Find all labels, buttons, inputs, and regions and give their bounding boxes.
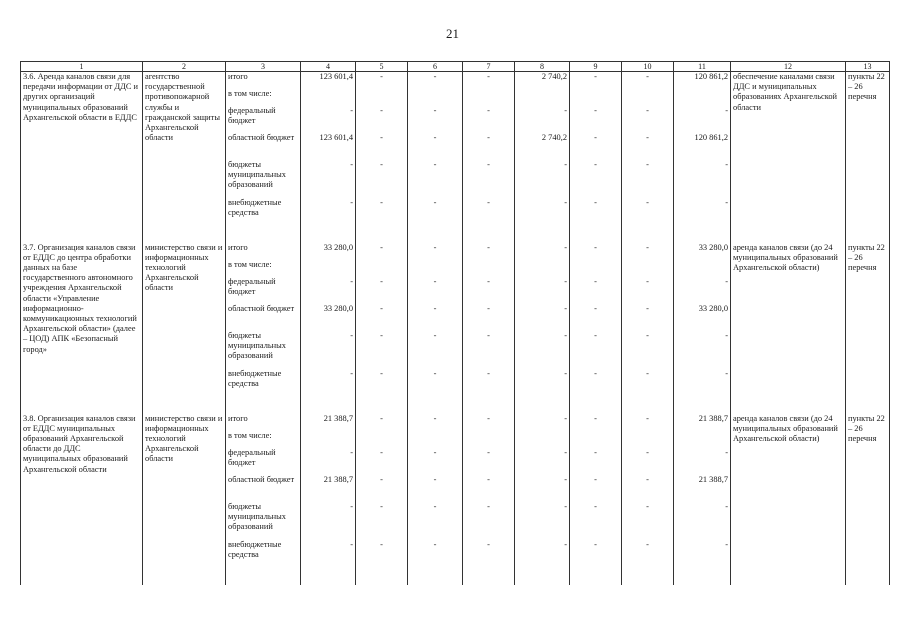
amount-cell [515,89,570,106]
amount-cell: - [356,414,408,431]
column-number-2: 2 [143,62,226,72]
amount-cell: 33 280,0 [301,304,356,331]
amount-cell: - [463,448,515,475]
amount-cell: - [570,198,622,243]
amount-cell: - [301,198,356,243]
column-number-6: 6 [408,62,463,72]
amount-cell: - [301,160,356,198]
amount-cell: - [356,160,408,198]
amount-cell: - [301,369,356,414]
funding-source-label: в том числе: [226,260,301,277]
amount-cell: - [622,243,674,260]
amount-cell: 2 740,2 [515,133,570,160]
funding-source-label: бюджеты муниципальных образований [226,160,301,198]
reference-points: пункты 22 – 26 перечня [846,414,890,585]
amount-cell: - [463,277,515,304]
amount-cell: - [463,304,515,331]
amount-cell: - [463,475,515,502]
amount-cell: - [301,540,356,585]
executor: министерство связи и информационных технологий Архангельской области [143,243,226,414]
amount-cell: - [622,133,674,160]
amount-cell: - [408,475,463,502]
amount-cell: - [570,106,622,133]
amount-cell [674,431,731,448]
amount-cell: - [515,277,570,304]
amount-cell: - [356,198,408,243]
amount-cell: - [674,160,731,198]
amount-cell: - [356,106,408,133]
amount-cell: - [622,540,674,585]
amount-cell: - [674,448,731,475]
amount-cell [463,260,515,277]
amount-cell: - [570,331,622,369]
funding-source-label: областной бюджет [226,133,301,160]
amount-cell: - [674,198,731,243]
amount-cell: - [408,160,463,198]
amount-cell: 123 601,4 [301,72,356,89]
column-number-13: 13 [846,62,890,72]
funding-source-label: федеральный бюджет [226,277,301,304]
amount-cell: - [463,243,515,260]
amount-cell: - [515,198,570,243]
amount-cell: - [570,475,622,502]
amount-cell: - [515,502,570,540]
amount-cell: - [515,540,570,585]
executor: министерство связи и информационных технологий Архангельской области [143,414,226,585]
column-number-10: 10 [622,62,674,72]
amount-cell: - [570,502,622,540]
expected-result: аренда каналов связи (до 24 муниципальных образований Архангельской области) [731,243,846,414]
amount-cell: - [570,72,622,89]
amount-cell: 21 388,7 [301,475,356,502]
amount-cell: - [570,414,622,431]
amount-cell: - [356,331,408,369]
amount-cell: - [301,448,356,475]
amount-cell [570,431,622,448]
amount-cell: - [356,72,408,89]
amount-cell: - [622,72,674,89]
amount-cell: - [622,448,674,475]
amount-cell: - [515,304,570,331]
page-number: 21 [446,26,459,41]
amount-cell: - [463,106,515,133]
column-number-11: 11 [674,62,731,72]
funding-source-label: бюджеты муниципальных образований [226,331,301,369]
funding-source-label: областной бюджет [226,475,301,502]
table-row [21,414,890,431]
column-number-5: 5 [356,62,408,72]
measure-name: 3.7. Организация каналов связи от ЕДДС до центра обработки данных на базе государственного автономного учреждения Архангельской области «Управление информационно-коммуникационных технологий Архангельской области» (далее – ЦОД) АПК «Безопасный город» [21,243,143,414]
amount-cell: 123 601,4 [301,133,356,160]
amount-cell [408,260,463,277]
amount-cell: - [570,160,622,198]
amount-cell: - [674,106,731,133]
amount-cell: - [463,414,515,431]
amount-cell [674,260,731,277]
amount-cell: - [356,540,408,585]
amount-cell: 33 280,0 [674,243,731,260]
amount-cell: - [674,369,731,414]
amount-cell: - [515,475,570,502]
amount-cell: - [408,540,463,585]
amount-cell [622,260,674,277]
amount-cell: - [515,243,570,260]
amount-cell: - [515,331,570,369]
funding-source-label: бюджеты муниципальных образований [226,502,301,540]
amount-cell: - [570,448,622,475]
amount-cell: - [570,304,622,331]
amount-cell: - [674,277,731,304]
funding-source-label: итого [226,243,301,260]
amount-cell [301,260,356,277]
amount-cell: 33 280,0 [674,304,731,331]
amount-cell: - [570,277,622,304]
amount-cell: - [622,106,674,133]
amount-cell: - [674,331,731,369]
reference-points: пункты 22 – 26 перечня [846,72,890,243]
amount-cell: - [622,414,674,431]
amount-cell: 120 861,2 [674,133,731,160]
amount-cell: - [408,277,463,304]
funding-source-label: итого [226,72,301,89]
amount-cell: - [408,331,463,369]
amount-cell: - [570,133,622,160]
amount-cell: - [463,72,515,89]
amount-cell: - [674,540,731,585]
amount-cell: 21 388,7 [674,475,731,502]
amount-cell: - [674,502,731,540]
amount-cell: - [622,502,674,540]
reference-points: пункты 22 – 26 перечня [846,243,890,414]
amount-cell: - [356,133,408,160]
amount-cell: - [622,277,674,304]
amount-cell: - [515,448,570,475]
amount-cell: - [622,369,674,414]
amount-cell [356,431,408,448]
expected-result: обеспечение каналами связи ДДС и муниципальных образованиях Архангельской области [731,72,846,243]
amount-cell [622,431,674,448]
measure-name: 3.8. Организация каналов связи от ЕДДС муниципальных образований Архангельской области до ДДС муниципальных образований Архангельской области [21,414,143,585]
amount-cell: - [301,277,356,304]
amount-cell: 21 388,7 [301,414,356,431]
amount-cell: - [356,277,408,304]
amount-cell: - [463,331,515,369]
amount-cell: - [463,198,515,243]
amount-cell [515,431,570,448]
funding-source-label: федеральный бюджет [226,106,301,133]
amount-cell: - [570,243,622,260]
column-number-1: 1 [21,62,143,72]
amount-cell: 120 861,2 [674,72,731,89]
executor: агентство государственной противопожарной службы и гражданской защиты Архангельской области [143,72,226,243]
funding-source-label: итого [226,414,301,431]
expected-result: аренда каналов связи (до 24 муниципальных образований Архангельской области) [731,414,846,585]
amount-cell: - [622,160,674,198]
funding-source-label: внебюджетные средства [226,198,301,243]
funding-source-label: в том числе: [226,431,301,448]
amount-cell: - [408,448,463,475]
amount-cell: 33 280,0 [301,243,356,260]
amount-cell: - [408,106,463,133]
amount-cell: - [301,502,356,540]
amount-cell: - [463,540,515,585]
column-number-row [21,62,890,72]
amount-cell: - [515,369,570,414]
amount-cell: - [408,502,463,540]
amount-cell: - [408,414,463,431]
amount-cell: - [301,331,356,369]
amount-cell [622,89,674,106]
amount-cell: - [408,243,463,260]
amount-cell: - [408,198,463,243]
amount-cell: - [408,133,463,160]
amount-cell: - [515,106,570,133]
table-row [21,72,890,89]
amount-cell: - [301,106,356,133]
amount-cell: - [408,369,463,414]
column-number-9: 9 [570,62,622,72]
amount-cell: 2 740,2 [515,72,570,89]
column-number-4: 4 [301,62,356,72]
amount-cell: - [356,304,408,331]
amount-cell: - [356,475,408,502]
amount-cell [570,89,622,106]
amount-cell: - [356,502,408,540]
amount-cell: 21 388,7 [674,414,731,431]
amount-cell [515,260,570,277]
column-number-8: 8 [515,62,570,72]
amount-cell [356,89,408,106]
amount-cell [408,89,463,106]
funding-source-label: в том числе: [226,89,301,106]
amount-cell: - [356,369,408,414]
amount-cell: - [570,369,622,414]
amount-cell [408,431,463,448]
amount-cell [356,260,408,277]
amount-cell: - [408,304,463,331]
column-number-12: 12 [731,62,846,72]
amount-cell [301,89,356,106]
amount-cell: - [408,72,463,89]
amount-cell: - [463,133,515,160]
amount-cell [674,89,731,106]
budget-table [20,61,890,585]
amount-cell [463,431,515,448]
amount-cell [463,89,515,106]
amount-cell: - [356,448,408,475]
amount-cell: - [515,414,570,431]
funding-source-label: внебюджетные средства [226,540,301,585]
column-number-7: 7 [463,62,515,72]
table-row [21,243,890,260]
measure-name: 3.6. Аренда каналов связи для передачи информации от ДДС и других организаций муниципальных образований Архангельской области в ЕДДС [21,72,143,243]
amount-cell: - [515,160,570,198]
column-number-3: 3 [226,62,301,72]
amount-cell: - [463,369,515,414]
amount-cell [570,260,622,277]
funding-source-label: федеральный бюджет [226,448,301,475]
amount-cell [301,431,356,448]
amount-cell: - [463,160,515,198]
amount-cell: - [622,331,674,369]
amount-cell: - [570,540,622,585]
funding-source-label: внебюджетные средства [226,369,301,414]
amount-cell: - [356,243,408,260]
funding-source-label: областной бюджет [226,304,301,331]
amount-cell: - [622,198,674,243]
amount-cell: - [622,475,674,502]
amount-cell: - [463,502,515,540]
amount-cell: - [622,304,674,331]
